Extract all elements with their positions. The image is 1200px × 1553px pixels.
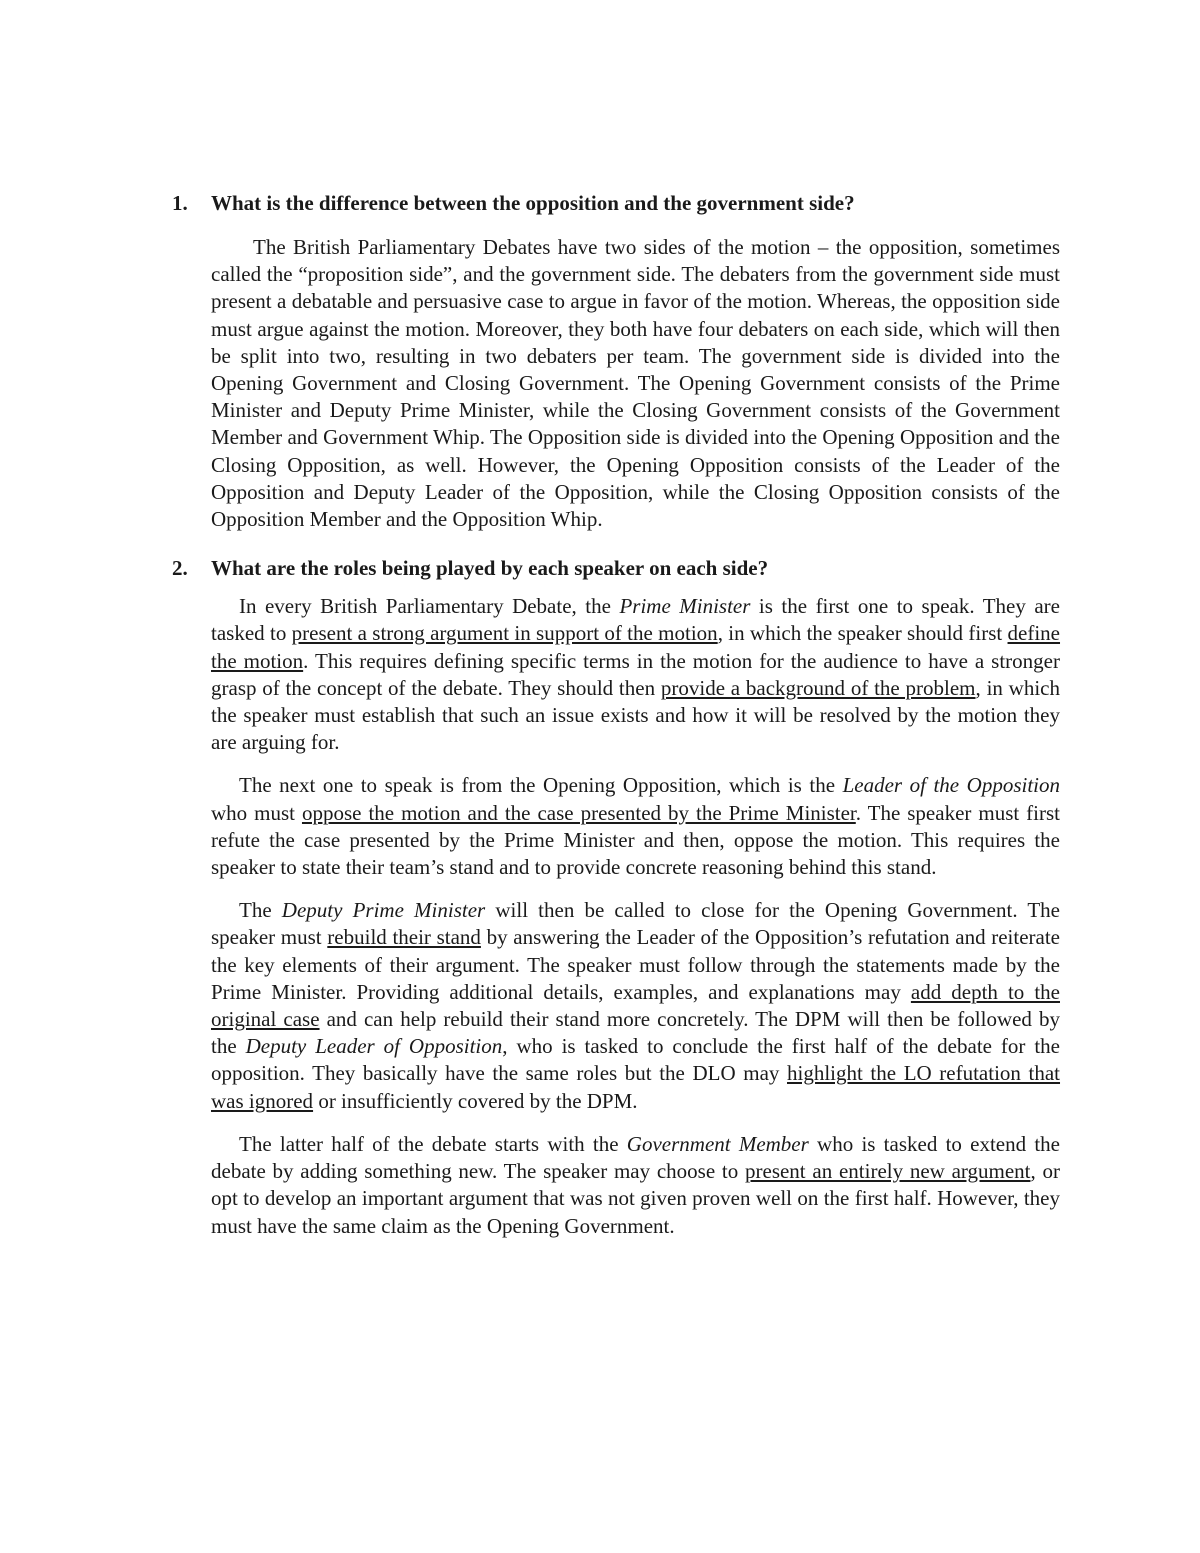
text-segment: , or opt to develop an important argument that was not given proven well on the first half. However, they must have the same claim as the Opening Government. [211, 1159, 1060, 1238]
text-segment: The next one to speak is from the Opening Opposition, which is the [239, 773, 843, 798]
text-segment: . The speaker must first refute the case presented by the Prime Minister and then, oppose the motion. This requires the speaker to state their team’s stand and to provide concrete reasoning behind this stand. [211, 800, 1060, 880]
text-segment: , who is tasked to conclude the first half of the debate for the opposition. They basically have the same roles but the DLO may [211, 1034, 1061, 1086]
role-term: Leader of the Opposition [842, 773, 1060, 798]
key-phrase: rebuild their stand [327, 925, 481, 950]
question-heading [172, 188, 1060, 218]
role-term: Deputy Prime Minister [281, 898, 486, 923]
key-phrase: highlight the LO refutation that was ignored [211, 1061, 1061, 1113]
role-term: Prime Minister [619, 594, 751, 619]
key-phrase: provide a background of the problem [660, 675, 976, 700]
document-body [172, 188, 1060, 1240]
answer-paragraph [211, 234, 1060, 533]
answer-paragraph [211, 772, 1060, 881]
text-segment: , in which the speaker must establish that such an issue exists and how it will be resolved by the motion they are arguing for. [211, 675, 1060, 755]
text-segment: will then be called to close for the Opening Government. The speaker must [211, 898, 1061, 950]
key-phrase: define the motion [211, 621, 1061, 673]
question-title: What is the difference between the opposition and the government side? [211, 191, 855, 215]
text-segment: The latter half of the debate starts with the [239, 1131, 627, 1156]
text-segment: . This requires defining specific terms in the motion for the audience to have a stronger grasp of the concept of the debate. They should then [211, 648, 1060, 700]
text-segment: The [239, 898, 282, 923]
text-segment: is the first one to speak. They are tasked to [211, 594, 1060, 646]
role-term: Deputy Leader of Opposition [245, 1034, 503, 1059]
answer-paragraph [211, 897, 1060, 1115]
key-phrase: oppose the motion and the case presented by the Prime Minister [301, 800, 856, 825]
key-phrase: add depth to the original case [211, 979, 1060, 1032]
text-segment: who is tasked to extend the debate by adding something new. The speaker may choose to [211, 1131, 1060, 1184]
question-title: What are the roles being played by each speaker on each side? [211, 556, 769, 581]
text-segment: In every British Parliamentary Debate, the [239, 594, 620, 619]
text-segment: by answering the Leader of the Opposition’s refutation and reiterate the key elements of their argument. The speaker must follow through the statements made by the Prime Minister. Providing additional details, examples, and explanations may [211, 925, 1060, 1004]
key-phrase: present a strong argument in support of the motion [291, 621, 718, 646]
question-number: 2. [172, 556, 188, 581]
key-phrase: present an entirely new argument [745, 1159, 1031, 1184]
text-segment: The British Parliamentary Debates have two sides of the motion – the opposition, sometimes called the “proposition side”, and the government side. The debaters from the government side must present a debatable and persuasive case to argue in favor of the motion. Whereas, the opposition side must argue against the motion. Moreover, they both have four debaters on each side, which will then be split into two, resulting in two debaters per team. The government side is divided into the Opening Government and Closing Government. The Opening Government consists of the Prime Minister and Deputy Prime Minister, while the Closing Government consists of the Government Member and Government Whip. The Opposition side is divided into the Opening Opposition and the Closing Opposition, as well. However, the Opening Opposition consists of the Leader of the Opposition and Deputy Leader of the Opposition, while the Closing Opposition consists of the Opposition Member and the Opposition Whip. [211, 235, 1060, 532]
answer-paragraph [211, 1131, 1060, 1240]
text-segment: and can help rebuild their stand more concretely. The DPM will then be followed by the [211, 1007, 1060, 1059]
text-segment: who must [211, 800, 302, 825]
role-term: Government Member [626, 1131, 809, 1156]
answer-paragraph [211, 593, 1060, 756]
text-segment: , in which the speaker should first [717, 621, 1008, 646]
question-heading [172, 553, 1060, 583]
text-segment: or insufficiently covered by the DPM. [313, 1088, 638, 1113]
question-number: 1. [172, 191, 188, 215]
